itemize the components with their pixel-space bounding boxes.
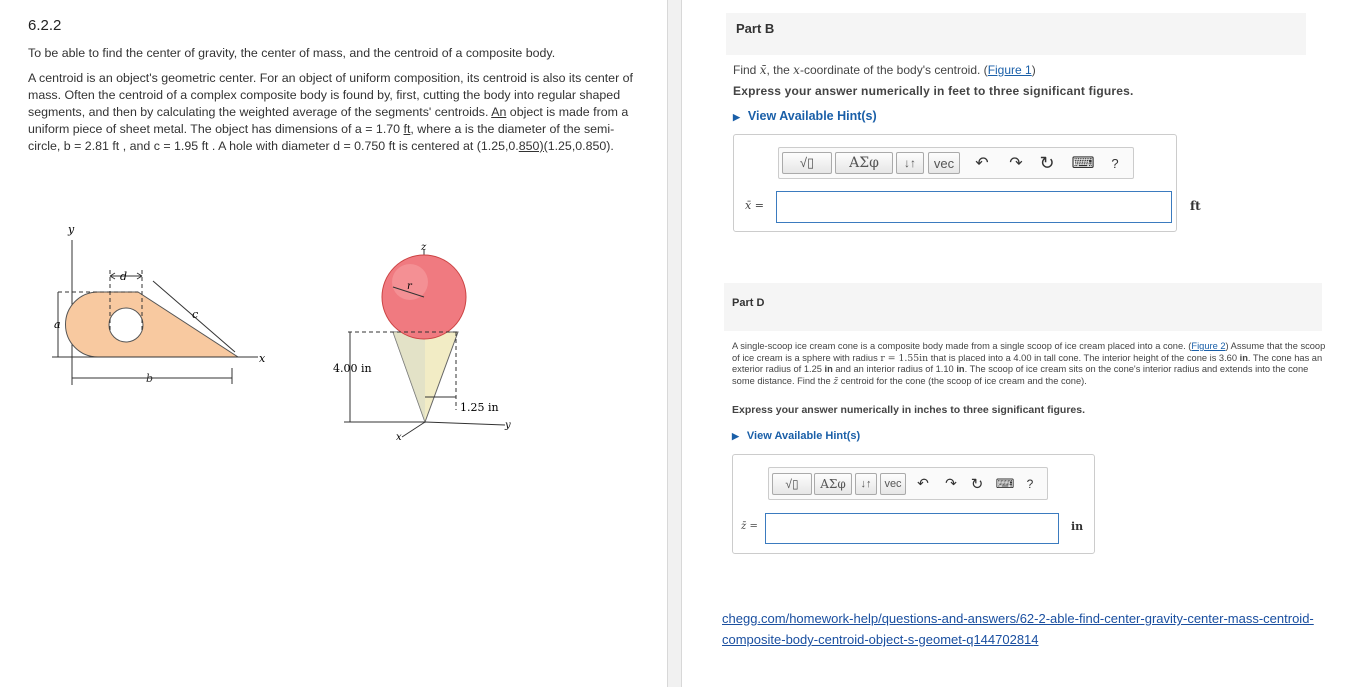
part-b-header[interactable] (726, 13, 1306, 55)
label-d: d (120, 270, 128, 283)
label-x: x (259, 352, 266, 365)
part-d-instruction: Express your answer numerically in inches to three significant figures. (732, 404, 1086, 416)
templates-button[interactable]: √▯ (782, 152, 832, 174)
problem-paragraph: A centroid is an object's geometric center. For an object of uniform composition, its centroid is also its center of mass. Often the centroid of a complex composite body is found by, first, cutting the body into regular shaped segments, and then by calculating the weighted average of the segments' centroids. An object is made from a uniform piece of sheet metal. The object has dimensions of a = 1.70 ft, where a is the diameter of the semi-circle, b = 2.81 ft , and c = 1.95 ft . A hole with diameter d = 0.750 ft is centered at (1.25,0.850)(1.25,0.850). (28, 71, 633, 153)
section-title: 6.2.2 (28, 17, 62, 34)
part-b-unit: ft (1190, 199, 1201, 213)
keyboard-icon[interactable]: ⌨ (995, 475, 1015, 491)
greek-button[interactable]: ΑΣφ (814, 473, 852, 495)
label-c: c (192, 308, 199, 321)
label-r: r (407, 281, 412, 292)
label-cone-x: x (396, 432, 402, 443)
part-d-eq-label: z̄ = (741, 521, 758, 532)
answer-panel (682, 0, 1349, 687)
part-d-title: Part D (732, 297, 765, 309)
an-link[interactable]: An (491, 104, 507, 119)
help-icon[interactable]: ? (1111, 155, 1119, 171)
vec-button[interactable]: vec (880, 473, 906, 495)
figure-2-link[interactable]: Figure 2 (1191, 341, 1226, 351)
cone-figure (333, 242, 511, 443)
reset-icon[interactable]: ↻ (970, 475, 984, 493)
redo-icon[interactable]: ↷ (1009, 155, 1023, 172)
undo-icon[interactable]: ↶ (917, 475, 929, 491)
keyboard-icon[interactable]: ⌨ (1071, 155, 1095, 172)
triangle-right-icon: ▶ (733, 112, 740, 122)
arrows-button[interactable]: ↓↑ (855, 473, 877, 495)
help-icon[interactable]: ? (1026, 476, 1034, 491)
part-d-unit: in (1071, 520, 1084, 533)
label-radius: 1.25 in (460, 401, 499, 414)
problem-figure (0, 215, 560, 455)
coord-link[interactable]: 850)( (518, 138, 548, 153)
problem-panel (0, 0, 667, 687)
intro-text: To be able to find the center of gravity, the center of mass, and the centroid of a composite body. (28, 46, 556, 60)
arrows-button[interactable]: ↓↑ (896, 152, 924, 174)
ft-link[interactable]: ft (403, 121, 411, 136)
part-b-answer-input[interactable] (776, 191, 1172, 223)
label-b: b (146, 372, 154, 385)
triangle-right-icon: ▶ (732, 431, 739, 441)
reset-icon[interactable]: ↻ (1039, 152, 1055, 173)
figure-1-link[interactable]: Figure 1 (987, 63, 1032, 77)
part-b-title: Part B (736, 21, 775, 36)
templates-button[interactable]: √▯ (772, 473, 812, 495)
part-d-answer-input[interactable] (765, 513, 1059, 544)
source-url-link[interactable]: chegg.com/homework-help/questions-and-answers/62-2-able-find-center-gravity-center-mass-centroid-composite-body-centroid-object-s-geomet-q144702814 (722, 611, 1314, 647)
label-y: y (68, 223, 75, 236)
part-d-answer-box (732, 454, 1095, 554)
part-d-question: A single-scoop ice cream cone is a composite body made from a single scoop of ice cream placed into a cone. (Figure 2) Assume that the scoop of ice cream is a sphere with radius r = 1.55in that is placed into a 4.00 in tall cone. The interior height of the cone is 3.60 in. The cone has an exterior radius of 1.25 in and an interior radius of 1.10 in. The scoop of ice cream sits on the cone's interior radius and extends into the cone some distance. Find the z̄ centroid for the cone (the scoop of ice cream and the cone). (732, 341, 1326, 387)
part-b-hint-toggle[interactable]: ▶ View Available Hint(s) (733, 109, 877, 123)
part-b-instruction: Express your answer numerically in feet to three significant figures. (733, 84, 1134, 98)
part-d-header[interactable] (724, 283, 1322, 331)
label-height: 4.00 in (333, 362, 372, 375)
part-d-toolbar (768, 467, 1048, 500)
part-b-answer-box (733, 134, 1177, 232)
redo-icon[interactable]: ↷ (945, 475, 957, 491)
part-d-hint-toggle[interactable]: ▶ View Available Hint(s) (732, 430, 861, 442)
vec-button[interactable]: vec (928, 152, 960, 174)
greek-button[interactable]: ΑΣφ (835, 152, 893, 174)
label-cone-y: y (505, 420, 511, 431)
part-b-eq-label: x̄ = (745, 199, 764, 212)
undo-icon[interactable]: ↶ (975, 155, 989, 172)
label-a: a (54, 318, 61, 331)
label-z: z (421, 242, 427, 253)
panel-divider[interactable] (667, 0, 682, 687)
part-b-toolbar (778, 147, 1134, 179)
part-b-question: Find x̄, the x-coordinate of the body's centroid. (Figure 1) (733, 63, 1036, 77)
plate-figure (52, 223, 266, 385)
